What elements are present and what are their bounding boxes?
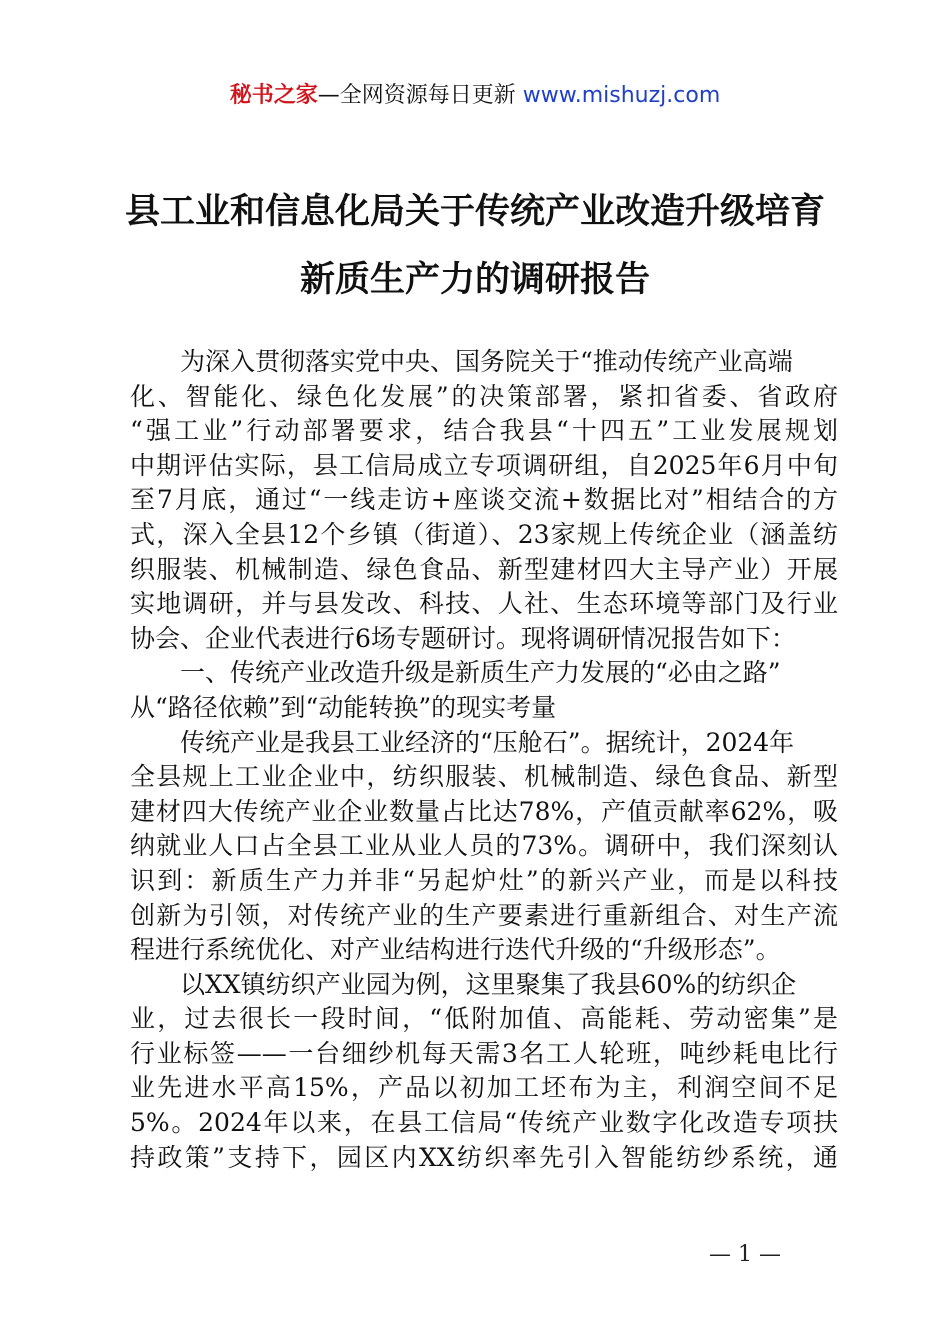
- body-line-5: 至7月底，通过“一线走访+座谈交流+数据比对”相结合的方: [130, 485, 838, 515]
- document-title-line-1: 县工业和信息化局关于传统产业改造升级培育: [124, 192, 825, 232]
- section-heading-line-1: 一、传统产业改造升级是新质生产力发展的“必由之路”: [180, 658, 781, 688]
- body-line-13: 全县规上工业企业中，纺织服装、机械制造、绿色食品、新型: [130, 762, 838, 792]
- body-line-20: 业，过去很长一段时间，“低附加值、高能耗、劳动密集”是: [130, 1004, 838, 1034]
- document-body: [130, 345, 838, 1175]
- section-heading-line-2: 从“路径依赖”到“动能转换”的现实考量: [130, 692, 557, 722]
- body-line-19: 以XX镇纺织产业园为例，这里聚集了我县60%的纺织企: [180, 969, 797, 999]
- body-line-24: 持政策”支持下，园区内XX纺织率先引入智能纺纱系统，通: [130, 1142, 838, 1172]
- body-line-18: 程进行系统优化、对产业结构进行迭代升级的“升级形态”。: [130, 935, 781, 965]
- body-line-15: 纳就业人口占全县工业从业人员的73%。调研中，我们深刻认: [130, 831, 838, 861]
- header-tagline: —全网资源每日更新: [317, 83, 523, 108]
- body-line-1: 为深入贯彻落实党中央、国务院关于“推动传统产业高端: [180, 347, 793, 376]
- body-line-9: 协会、企业代表进行6场专题研讨。现将调研情况报告如下：: [130, 623, 796, 653]
- site-header: [0, 80, 950, 112]
- body-line-2: 化、智能化、绿色化发展”的决策部署，紧扣省委、省政府: [130, 381, 838, 411]
- body-line-6: 式，深入全县12个乡镇（街道）、23家规上传统企业（涵盖纺: [130, 519, 838, 549]
- body-line-16: 识到：新质生产力并非“另起炉灶”的新兴产业，而是以科技: [130, 865, 838, 895]
- body-line-22: 业先进水平高15%，产品以初加工坯布为主，利润空间不足: [130, 1073, 838, 1103]
- body-line-14: 建材四大传统产业企业数量占比达78%，产值贡献率62%，吸: [130, 796, 838, 826]
- body-line-3: “强工业”行动部署要求，结合我县“十四五”工业发展规划: [130, 416, 838, 446]
- site-url-link[interactable]: www.mishuzj.com: [522, 83, 721, 108]
- body-line-12: 传统产业是我县工业经济的“压舱石”。据统计，2024年: [180, 727, 795, 757]
- body-line-8: 实地调研，并与县发改、科技、人社、生态环境等部门及行业: [130, 589, 838, 619]
- body-line-17: 创新为引领，对传统产业的生产要素进行重新组合、对生产流: [130, 900, 838, 930]
- brand-name: 秘书之家: [229, 83, 318, 108]
- body-line-23: 5%。2024年以来，在县工信局“传统产业数字化改造专项扶: [130, 1108, 838, 1138]
- body-line-21: 行业标签——一台细纱机每天需3名工人轮班，吨纱耗电比行: [130, 1038, 838, 1068]
- document-title-line-2: 新质生产力的调研报告: [299, 260, 650, 300]
- body-line-7: 织服装、机械制造、绿色食品、新型建材四大主导产业）开展: [130, 554, 838, 584]
- body-line-4: 中期评估实际，县工信局成立专项调研组，自2025年6月中旬: [130, 450, 838, 480]
- page-number: — 1 —: [709, 1242, 781, 1267]
